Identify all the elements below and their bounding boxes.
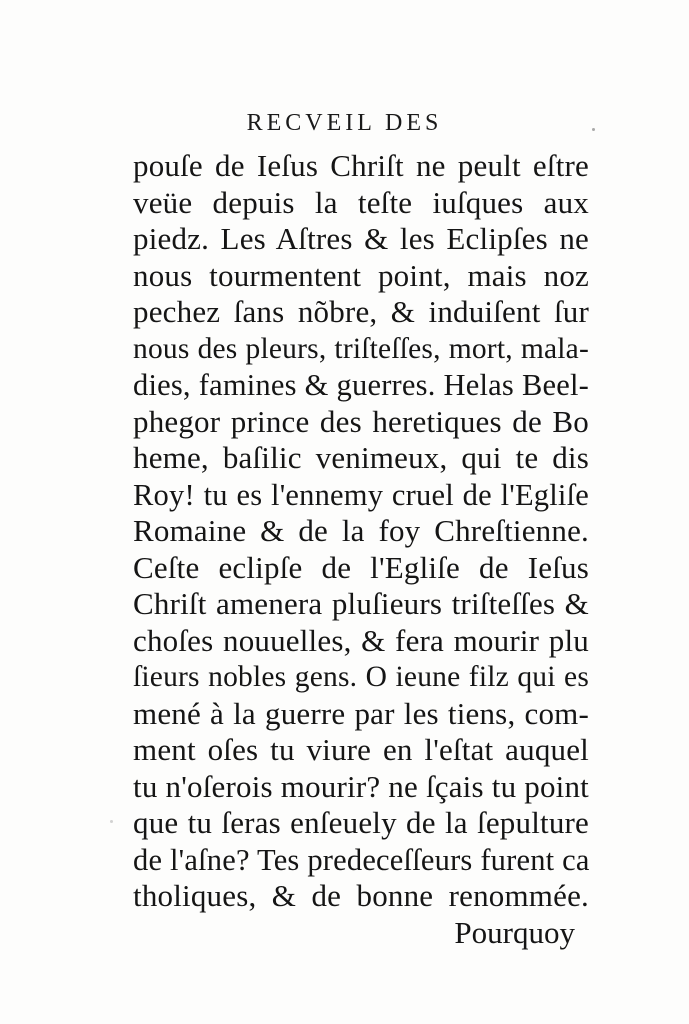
text-line: Ceſte eclipſe de l'Egliſe de Ieſus [133,549,589,585]
text-line: Roy! tu es l'ennemy cruel de l'Egliſe [133,477,589,512]
text-line: tu n'oſerois mourir? ne ſçais tu point [133,768,589,804]
text-line: phegor prince des heretiques de Bo [133,403,589,439]
text-line: nous tourmentent point, mais noz [133,257,589,293]
paper-speck [110,820,113,823]
text-line: heme, baſilic venimeux, qui te dis [133,440,589,475]
catchword: Pourquoy [454,914,575,950]
text-line: ment oſes tu viure en l'eſtat auquel [133,732,589,767]
text-line: pechez ſans nõbre, & induiſent ſur [133,294,589,329]
text-line: que tu ſeras enſeuely de la ſepulture [133,805,589,840]
text-line: Romaine & de la foy Chreſtienne. [133,513,589,548]
text-line: pouſe de Ieſus Chriſt ne peult eſtre [133,148,589,183]
text-line: ſieurs nobles gens. O ieune filz qui es [133,661,589,693]
body-text [133,148,589,951]
running-head: RECVEIL DES [246,110,443,136]
text-line: piedz. Les Aſtres & les Eclipſes ne [133,221,589,256]
text-line: Chriſt amenera pluſieurs triſteſſes & [133,586,589,621]
text-line: veüe depuis la teſte iuſques aux [133,184,589,220]
text-line: nous des pleurs, triſteſſes, mort, mala- [133,332,589,365]
text-line: dies, famines & guerres. Helas Beel- [133,368,589,402]
text-line: choſes nouuelles, & fera mourir plu [133,622,589,658]
text-line: de l'aſne? Tes predeceſſeurs furent ca [133,842,590,877]
text-line: tholiques, & de bonne renommée. [133,878,589,913]
text-line: mené à la guerre par les tiens, com- [133,695,589,731]
paper-speck [592,128,595,131]
